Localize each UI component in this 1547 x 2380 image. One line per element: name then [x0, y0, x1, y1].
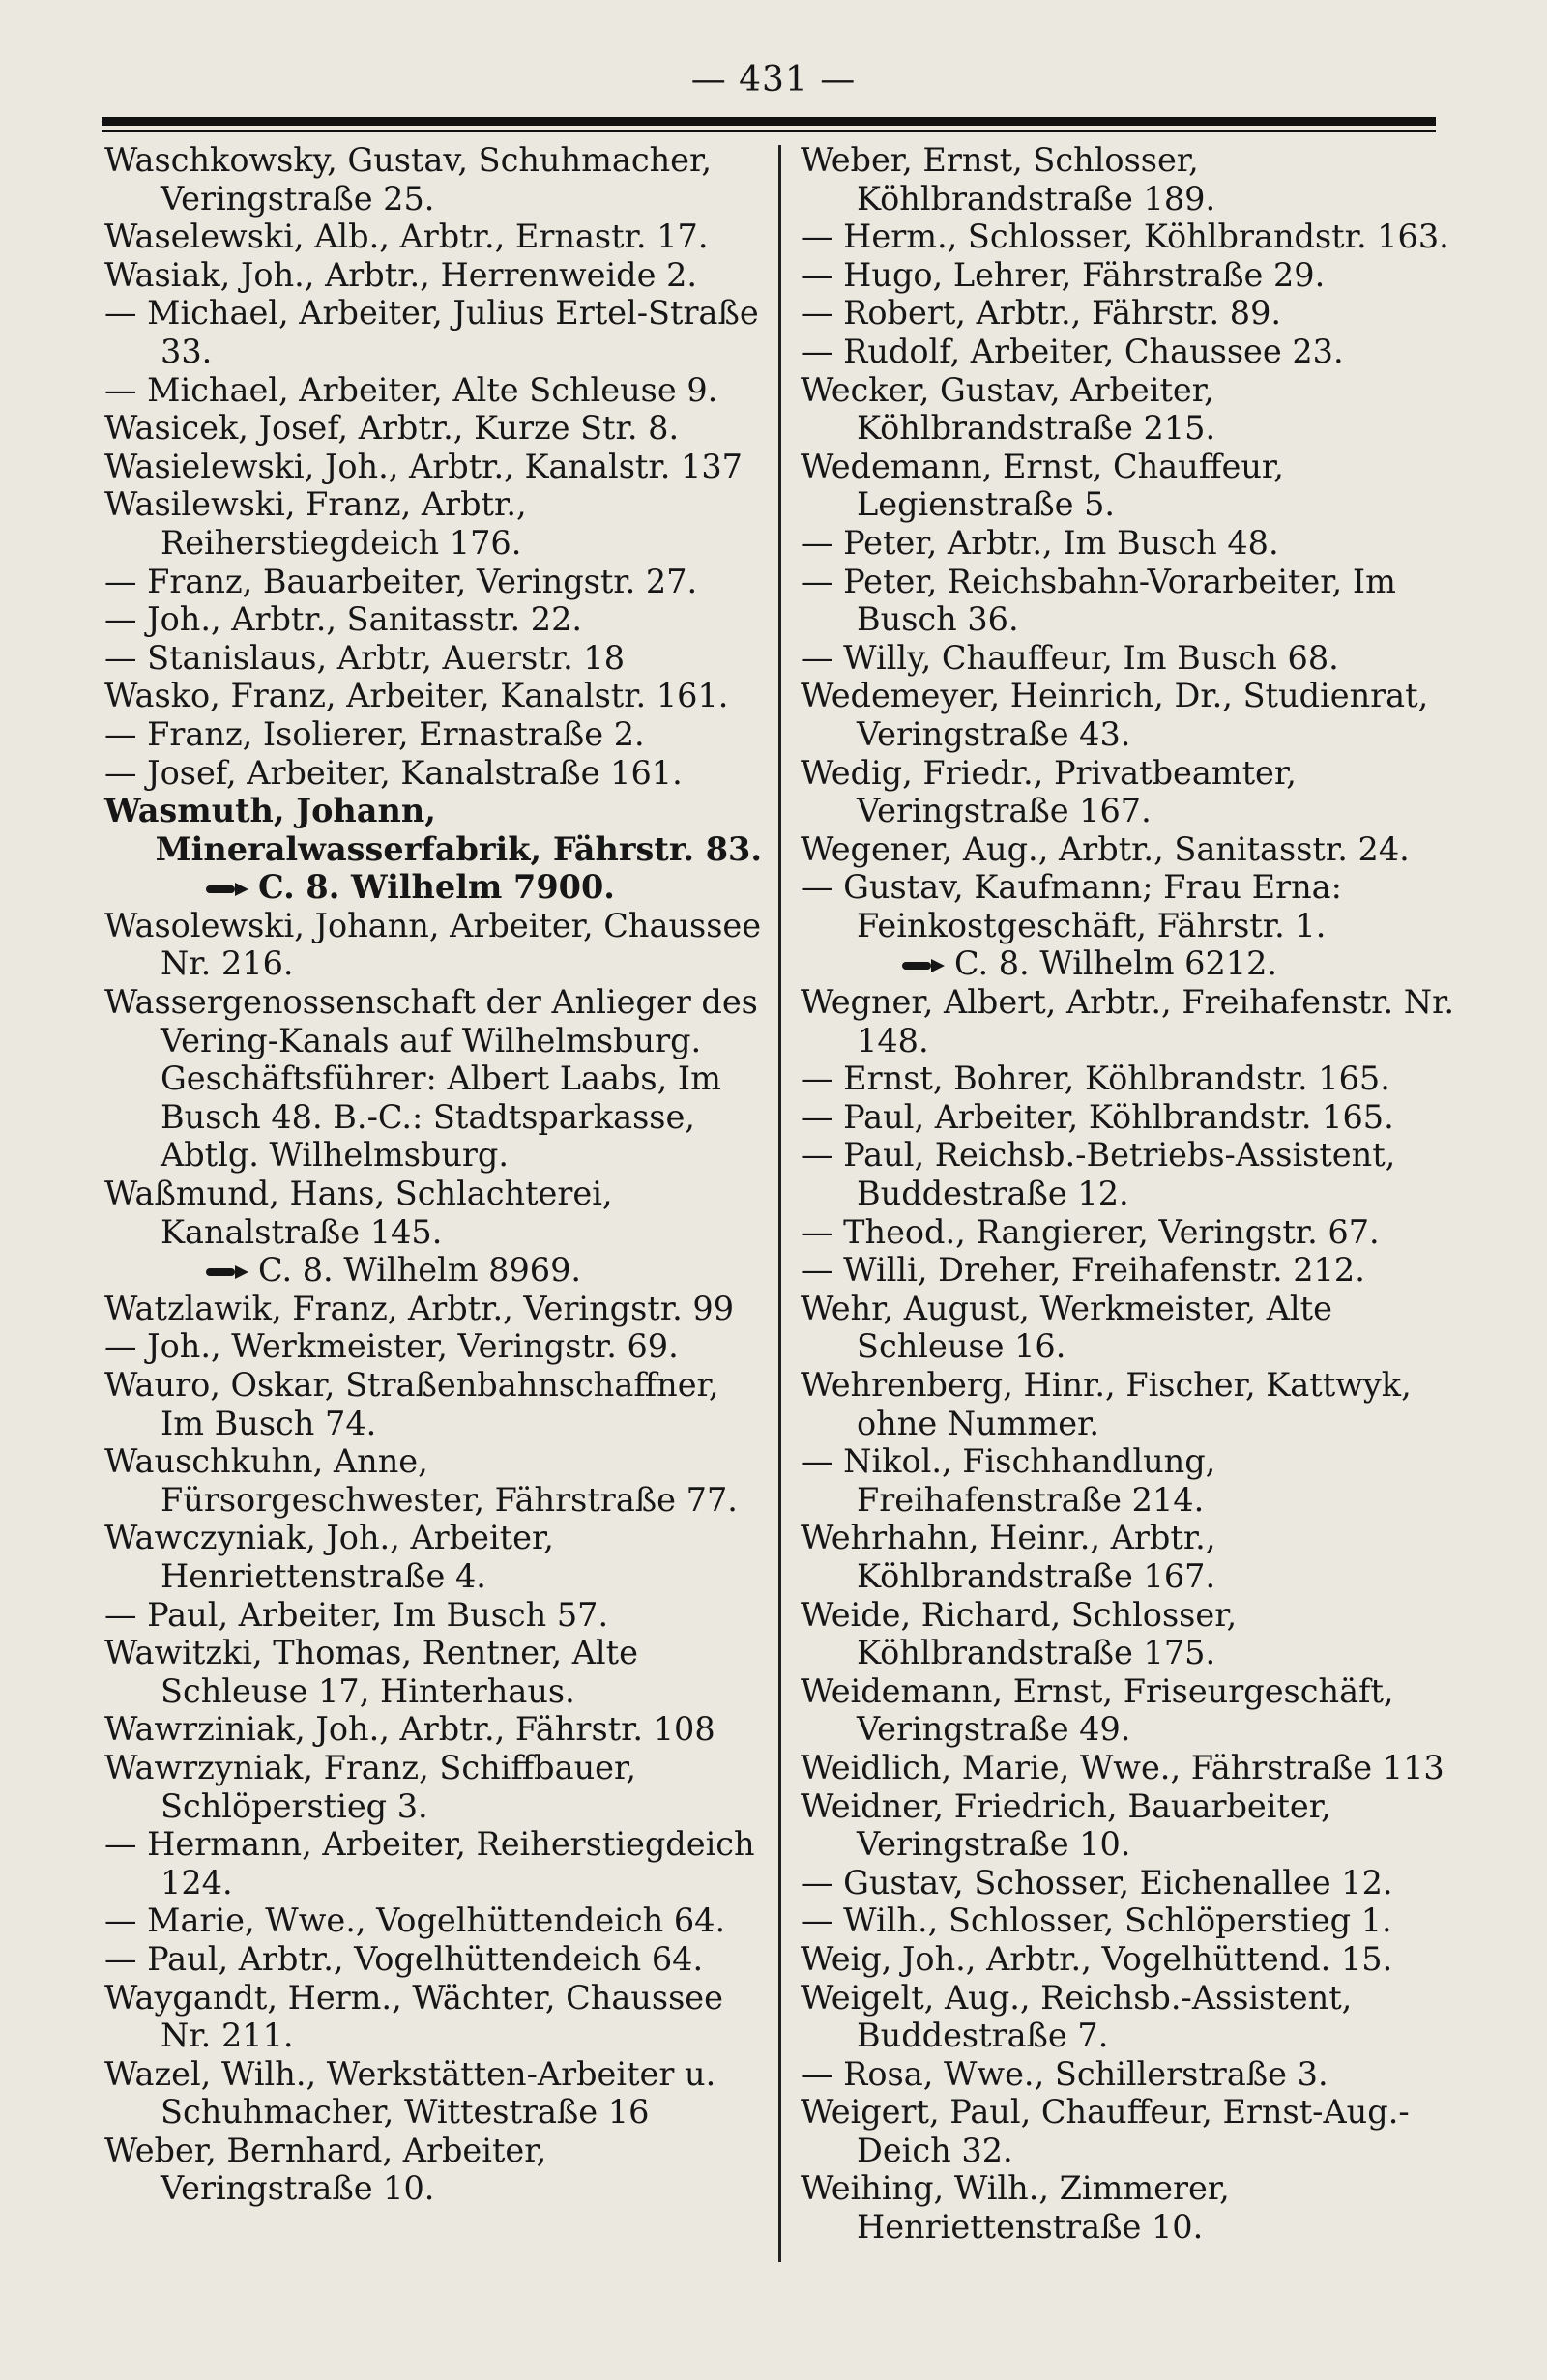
entry: Wasilewski, Franz, Arbtr., Reiherstiegdeich 176. — [104, 485, 527, 562]
entry-wassmund-phone — [104, 1251, 762, 1290]
entry-wasmuth-name: Wasmuth, Johann, — [104, 792, 436, 830]
entry: — Paul, Reichsb.-Betriebs-Assistent, Buddestraße 12. — [801, 1136, 1396, 1213]
entry: Wecker, Gustav, Arbeiter, Köhlbrandstraße 215. — [801, 370, 1216, 448]
header-rule-thin — [102, 130, 1436, 132]
entry-wegener-phone — [801, 944, 1458, 983]
phone-number: C. 8. Wilhelm 8969. — [258, 1251, 582, 1290]
entry: — Nikol., Fischhandlung, Freihafenstraße 214. — [801, 1442, 1216, 1519]
entry: — Rosa, Wwe., Schillerstraße 3. — [801, 2054, 1328, 2093]
entry: — Rudolf, Arbeiter, Chaussee 23. — [801, 332, 1344, 370]
entry: Weidemann, Ernst, Friseurgeschäft, Veringstraße 49. — [801, 1671, 1394, 1749]
entry: — Hugo, Lehrer, Fährstraße 29. — [801, 255, 1326, 294]
entry: Weihing, Wilh., Zimmerer, Henriettenstraße 10. — [801, 2169, 1230, 2247]
entry: — Wilh., Schlosser, Schlöperstieg 1. — [801, 1901, 1392, 1940]
entry: — Michael, Arbeiter, Julius Ertel-Straße 33. — [104, 294, 759, 370]
entry: — Gustav, Kaufmann; Frau Erna: Feinkostgeschäft, Fährstr. 1. — [801, 868, 1342, 944]
entry: — Hermann, Arbeiter, Reiherstiegdeich 124. — [104, 1825, 755, 1901]
header-rule-thick — [102, 117, 1436, 126]
entry: Wasiak, Joh., Arbtr., Herrenweide 2. — [104, 255, 698, 294]
entry: — Paul, Arbeiter, Im Busch 57. — [104, 1595, 609, 1634]
entry: Wazel, Wilh., Werkstätten-Arbeiter u. Schuhmacher, Wittestraße 16 — [104, 2054, 716, 2132]
entry: — Joh., Arbtr., Sanitasstr. 22. — [104, 600, 583, 639]
entry: — Franz, Isolierer, Ernastraße 2. — [104, 714, 645, 753]
entry: Weigelt, Aug., Reichsb.-Assistent, Buddestraße 7. — [801, 1978, 1353, 2055]
entry: Wauro, Oskar, Straßenbahnschaffner, Im Busch 74. — [104, 1366, 719, 1442]
entry: Weber, Ernst, Schlosser, Köhlbrandstraße 189. — [801, 141, 1216, 218]
entry: — Joh., Werkmeister, Veringstr. 69. — [104, 1327, 679, 1366]
entry: Waselewski, Alb., Arbtr., Ernastr. 17. — [104, 218, 709, 256]
entry: — Gustav, Schosser, Eichenallee 12. — [801, 1863, 1393, 1901]
entry: Wawitzki, Thomas, Rentner, Alte Schleuse 17, Hinterhaus. — [104, 1634, 638, 1710]
entry: Wedig, Friedr., Privatbeamter, Veringstraße 167. — [801, 753, 1297, 830]
entry: Wedemeyer, Heinrich, Dr., Studienrat, Veringstraße 43. — [801, 677, 1429, 753]
entry: — Paul, Arbeiter, Köhlbrandstr. 165. — [801, 1097, 1394, 1136]
entry: Wawrziniak, Joh., Arbtr., Fährstr. 108 — [104, 1710, 715, 1749]
page-number: — 431 — — [690, 60, 857, 100]
entry: Weide, Richard, Schlosser, Köhlbrandstraße 175. — [801, 1595, 1238, 1672]
entry: Weidner, Friedrich, Bauarbeiter, Veringstraße 10. — [801, 1786, 1331, 1864]
entry: — Peter, Arbtr., Im Busch 48. — [801, 523, 1279, 562]
entry: — Ernst, Bohrer, Köhlbrandstr. 165. — [801, 1059, 1390, 1098]
entry: Wehr, August, Werkmeister, Alte Schleuse 16. — [801, 1289, 1332, 1366]
entry: Weigert, Paul, Chauffeur, Ernst-Aug.-Deich 32. — [801, 2093, 1410, 2169]
entry: Wasolewski, Johann, Arbeiter, Chaussee Nr. 216. — [104, 906, 762, 983]
entry: — Marie, Wwe., Vogelhüttendeich 64. — [104, 1901, 726, 1940]
entry: Waßmund, Hans, Schlachterei, Kanalstraße 145. — [104, 1175, 613, 1251]
entry-wasmuth-business: Mineralwasserfabrik, Fährstr. 83. — [155, 829, 762, 868]
entry: Wawczyniak, Joh., Arbeiter, Henriettenstraße 4. — [104, 1519, 554, 1595]
entry: — Robert, Arbtr., Fährstr. 89. — [801, 294, 1282, 333]
right-column — [801, 141, 1458, 2247]
entry: Watzlawik, Franz, Arbtr., Veringstr. 99 — [104, 1289, 735, 1327]
entry: Wegener, Aug., Arbtr., Sanitasstr. 24. — [801, 829, 1410, 868]
entry: — Peter, Reichsbahn-Vorarbeiter, Im Busch 36. — [801, 562, 1396, 639]
entry: Wasicek, Josef, Arbtr., Kurze Str. 8. — [104, 409, 680, 448]
entry: — Franz, Bauarbeiter, Veringstr. 27. — [104, 562, 698, 600]
entry: Wasko, Franz, Arbeiter, Kanalstr. 161. — [104, 677, 729, 715]
entry: Wedemann, Ernst, Chauffeur, Legienstraße 5. — [801, 447, 1284, 524]
telephone-icon — [902, 959, 945, 972]
entry: Weidlich, Marie, Wwe., Fährstraße 113 — [801, 1748, 1445, 1786]
entry: — Theod., Rangierer, Veringstr. 67. — [801, 1212, 1380, 1251]
phone-number: C. 8. Wilhelm 7900. — [258, 868, 615, 907]
entry: Wasielewski, Joh., Arbtr., Kanalstr. 137 — [104, 447, 743, 485]
entry: Wegner, Albert, Arbtr., Freihafenstr. Nr. 148. — [801, 983, 1455, 1059]
entry: Wawrzyniak, Franz, Schiffbauer, Schlöperstieg 3. — [104, 1748, 636, 1825]
entry: — Stanislaus, Arbtr, Auerstr. 18 — [104, 638, 626, 677]
column-divider — [778, 145, 781, 2262]
left-column — [104, 141, 762, 2208]
entry: Waschkowsky, Gustav, Schuhmacher, Veringstraße 25. — [104, 141, 712, 218]
entry-wasmuth-phone — [104, 868, 762, 907]
telephone-icon — [206, 883, 248, 896]
entry: Weig, Joh., Arbtr., Vogelhüttend. 15. — [801, 1939, 1393, 1978]
entry: — Herm., Schlosser, Köhlbrandstr. 163. — [801, 218, 1449, 256]
entry: — Willy, Chauffeur, Im Busch 68. — [801, 638, 1339, 677]
entry: Wassergenossenschaft der Anlieger des Vering-Kanals auf Wilhelmsburg. Geschäftsführer: Albert Laabs, Im Busch 48. B.-C.: Stadtsparkasse, Abtlg. Wilhelmsburg. — [104, 983, 758, 1175]
phone-number: C. 8. Wilhelm 6212. — [954, 944, 1278, 983]
entry: Wehrenberg, Hinr., Fischer, Kattwyk, ohne Nummer. — [801, 1366, 1412, 1442]
entry: — Josef, Arbeiter, Kanalstraße 161. — [104, 753, 683, 792]
entry: Wauschkuhn, Anne, Fürsorgeschwester, Fährstraße 77. — [104, 1442, 738, 1519]
telephone-icon — [206, 1265, 248, 1279]
entry: Weber, Bernhard, Arbeiter, Veringstraße 10. — [104, 2131, 547, 2208]
entry: Waygandt, Herm., Wächter, Chaussee Nr. 211. — [104, 1978, 723, 2055]
entry: Wehrhahn, Heinr., Arbtr., Köhlbrandstraße 167. — [801, 1519, 1216, 1595]
entry: — Michael, Arbeiter, Alte Schleuse 9. — [104, 370, 718, 409]
entry: — Willi, Dreher, Freihafenstr. 212. — [801, 1251, 1365, 1290]
entry: — Paul, Arbtr., Vogelhüttendeich 64. — [104, 1939, 704, 1978]
